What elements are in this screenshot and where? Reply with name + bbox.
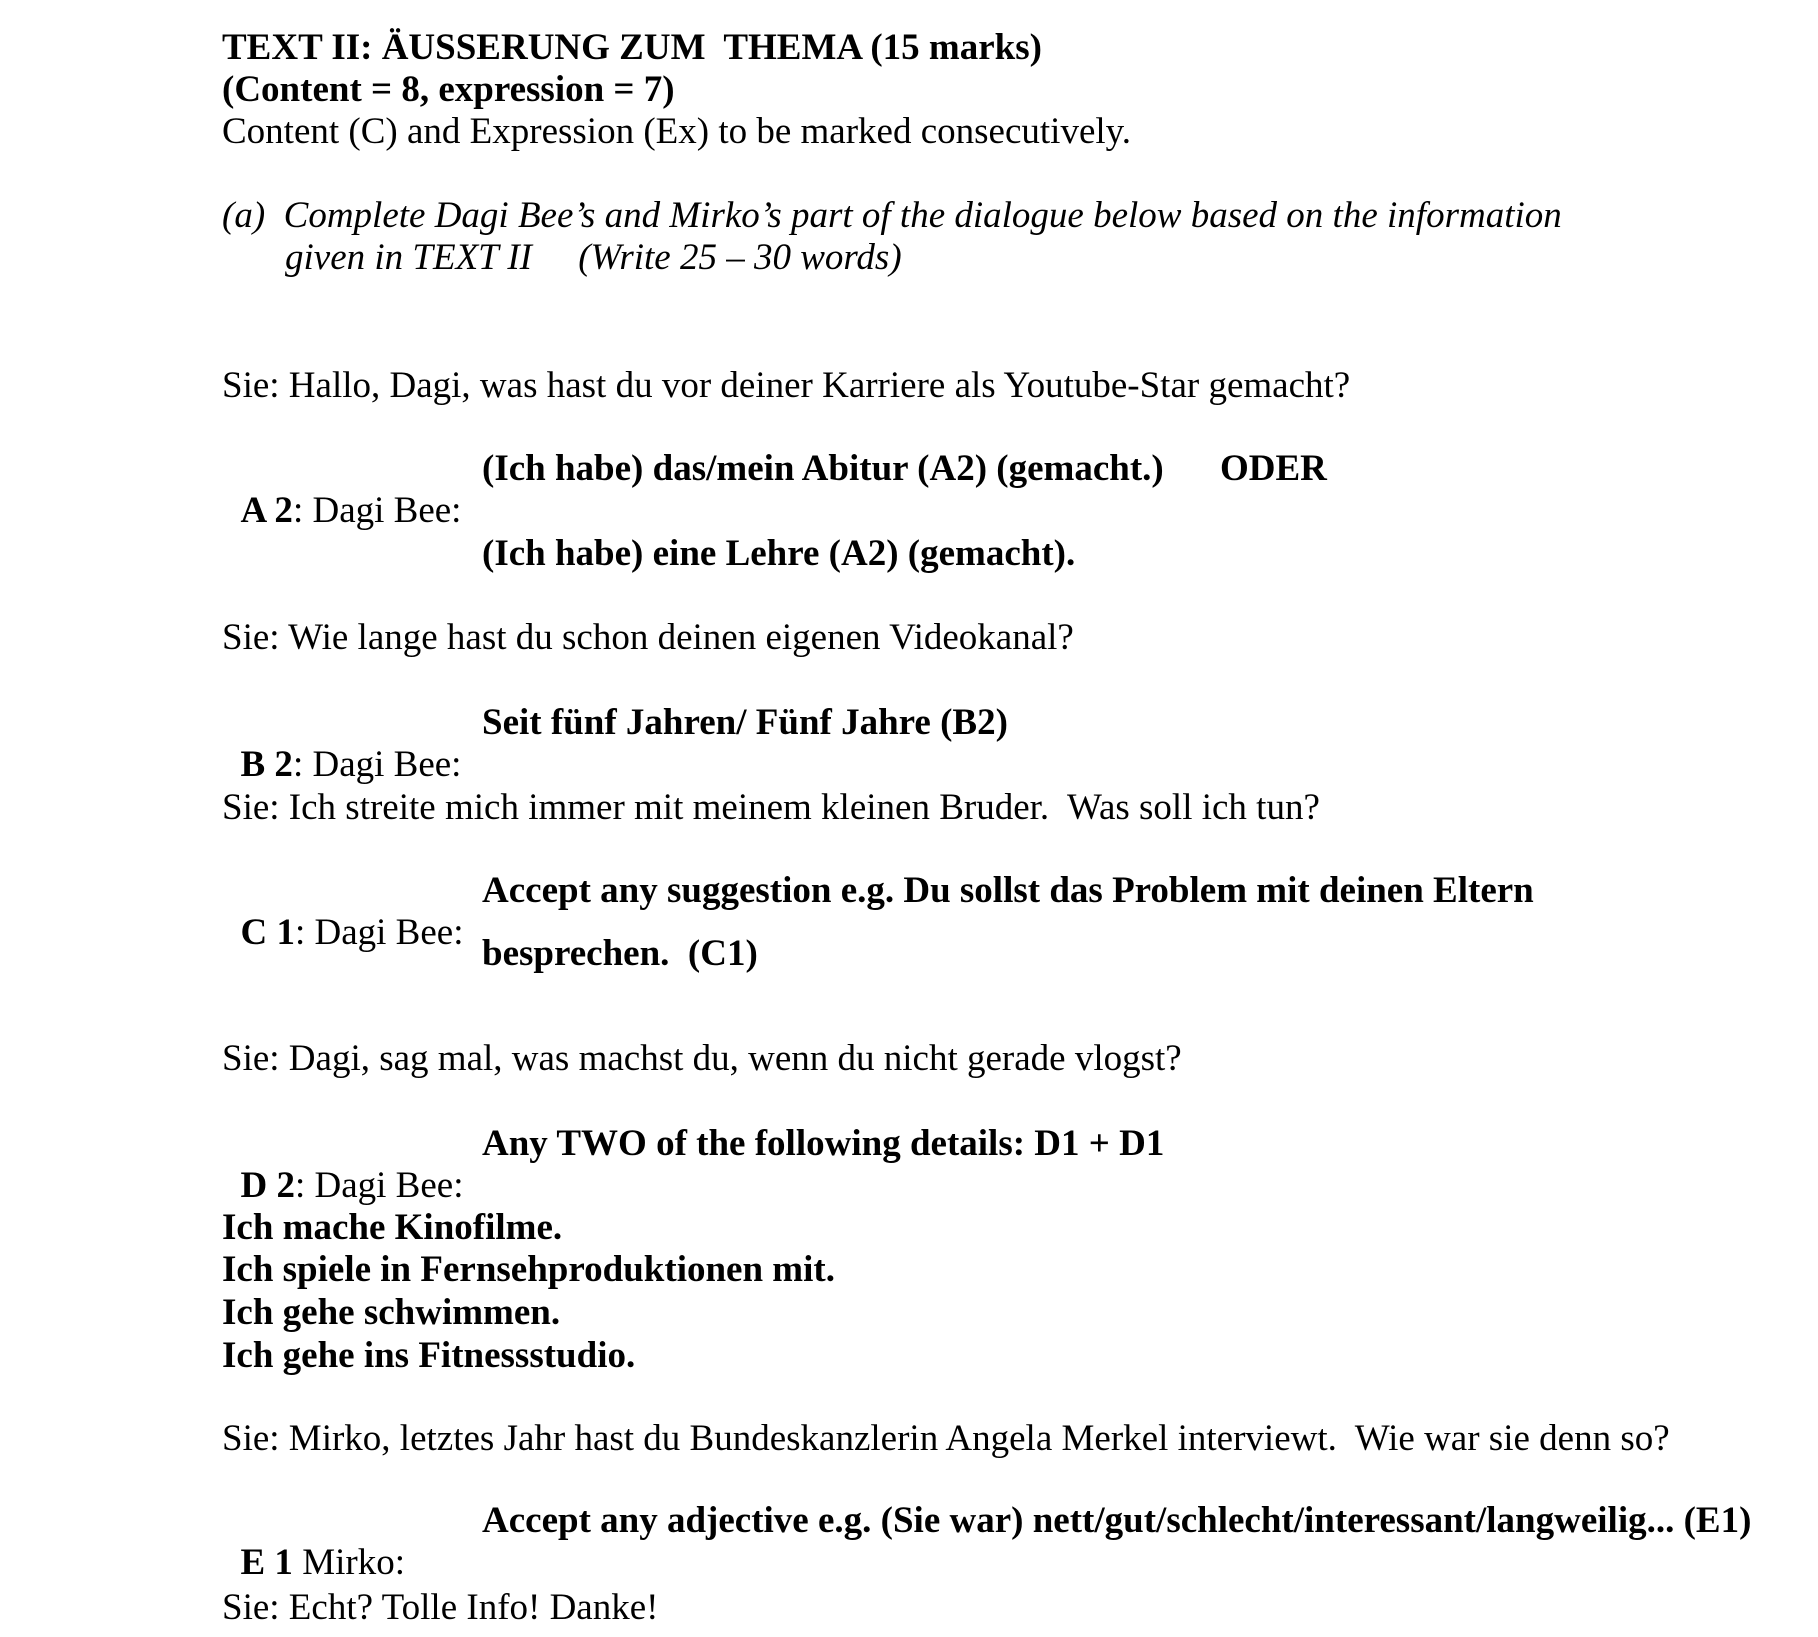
- answer-d-option: Ich mache Kinofilme.: [222, 1207, 563, 1248]
- answer-a-speaker: : Dagi Bee:: [292, 490, 462, 531]
- answer-e-speaker: Mirko:: [292, 1542, 405, 1583]
- answer-a-option-2: (Ich habe) eine Lehre (A2) (gemacht).: [482, 533, 1076, 574]
- instruction-line-1: (a) Complete Dagi Bee’s and Mirko’s part of the dialogue below based on the information: [222, 195, 1562, 236]
- answer-e-text: Accept any adjective e.g. (Sie war) nett/gut/schlecht/interessant/langweilig... (E1): [482, 1500, 1752, 1541]
- question-2: Sie: Wie lange hast du schon deinen eigenen Videokanal?: [222, 617, 1074, 658]
- answer-d-code: D 2: [240, 1165, 295, 1206]
- answer-e-code: E 1: [240, 1542, 293, 1583]
- answer-d-option: Ich gehe ins Fitnessstudio.: [222, 1335, 636, 1376]
- answer-a-option-1: (Ich habe) das/mein Abitur (A2) (gemacht.): [482, 448, 1164, 489]
- answer-d-option: Ich gehe schwimmen.: [222, 1292, 561, 1333]
- question-3: Sie: Ich streite mich immer mit meinem kleinen Bruder. Was soll ich tun?: [222, 787, 1320, 828]
- answer-b-speaker: : Dagi Bee:: [292, 744, 462, 785]
- question-5: Sie: Mirko, letztes Jahr hast du Bundeskanzlerin Angela Merkel interviewt. Wie war sie denn so?: [222, 1418, 1670, 1459]
- marking-note: Content (C) and Expression (Ex) to be marked consecutively.: [222, 111, 1131, 152]
- answer-e-row: [222, 1500, 1802, 1583]
- marks-breakdown: (Content = 8, expression = 7): [222, 69, 675, 110]
- answer-c-speaker: : Dagi Bee:: [294, 912, 464, 953]
- or-label: ODER: [1220, 448, 1327, 489]
- instruction-line-2: given in TEXT II (Write 25 – 30 words): [285, 237, 902, 278]
- answer-a-code: A 2: [240, 490, 293, 531]
- answer-d-row: [222, 1123, 1722, 1206]
- answer-c-line-1: Accept any suggestion e.g. Du sollst das Problem mit deinen Eltern: [482, 870, 1534, 911]
- question-6: Sie: Echt? Tolle Info! Danke!: [222, 1587, 659, 1628]
- question-1: Sie: Hallo, Dagi, was hast du vor deiner Karriere als Youtube-Star gemacht?: [222, 365, 1351, 406]
- answer-c-row: [222, 870, 1722, 953]
- section-title: TEXT II: ÄUSSERUNG ZUM THEMA (15 marks): [222, 27, 1042, 68]
- question-4: Sie: Dagi, sag mal, was machst du, wenn du nicht gerade vlogst?: [222, 1038, 1182, 1079]
- answer-d-speaker: : Dagi Bee:: [294, 1165, 464, 1206]
- answer-b-row: [222, 702, 1722, 785]
- answer-b-text: Seit fünf Jahren/ Fünf Jahre (B2): [482, 702, 1008, 743]
- answer-c-line-2: besprechen. (C1): [482, 933, 758, 974]
- answer-a-row: [222, 448, 1722, 531]
- answer-b-code: B 2: [240, 744, 293, 785]
- answer-c-code: C 1: [240, 912, 295, 953]
- answer-d-option: Ich spiele in Fernsehproduktionen mit.: [222, 1249, 835, 1290]
- answer-d-text: Any TWO of the following details: D1 + D1: [482, 1123, 1165, 1164]
